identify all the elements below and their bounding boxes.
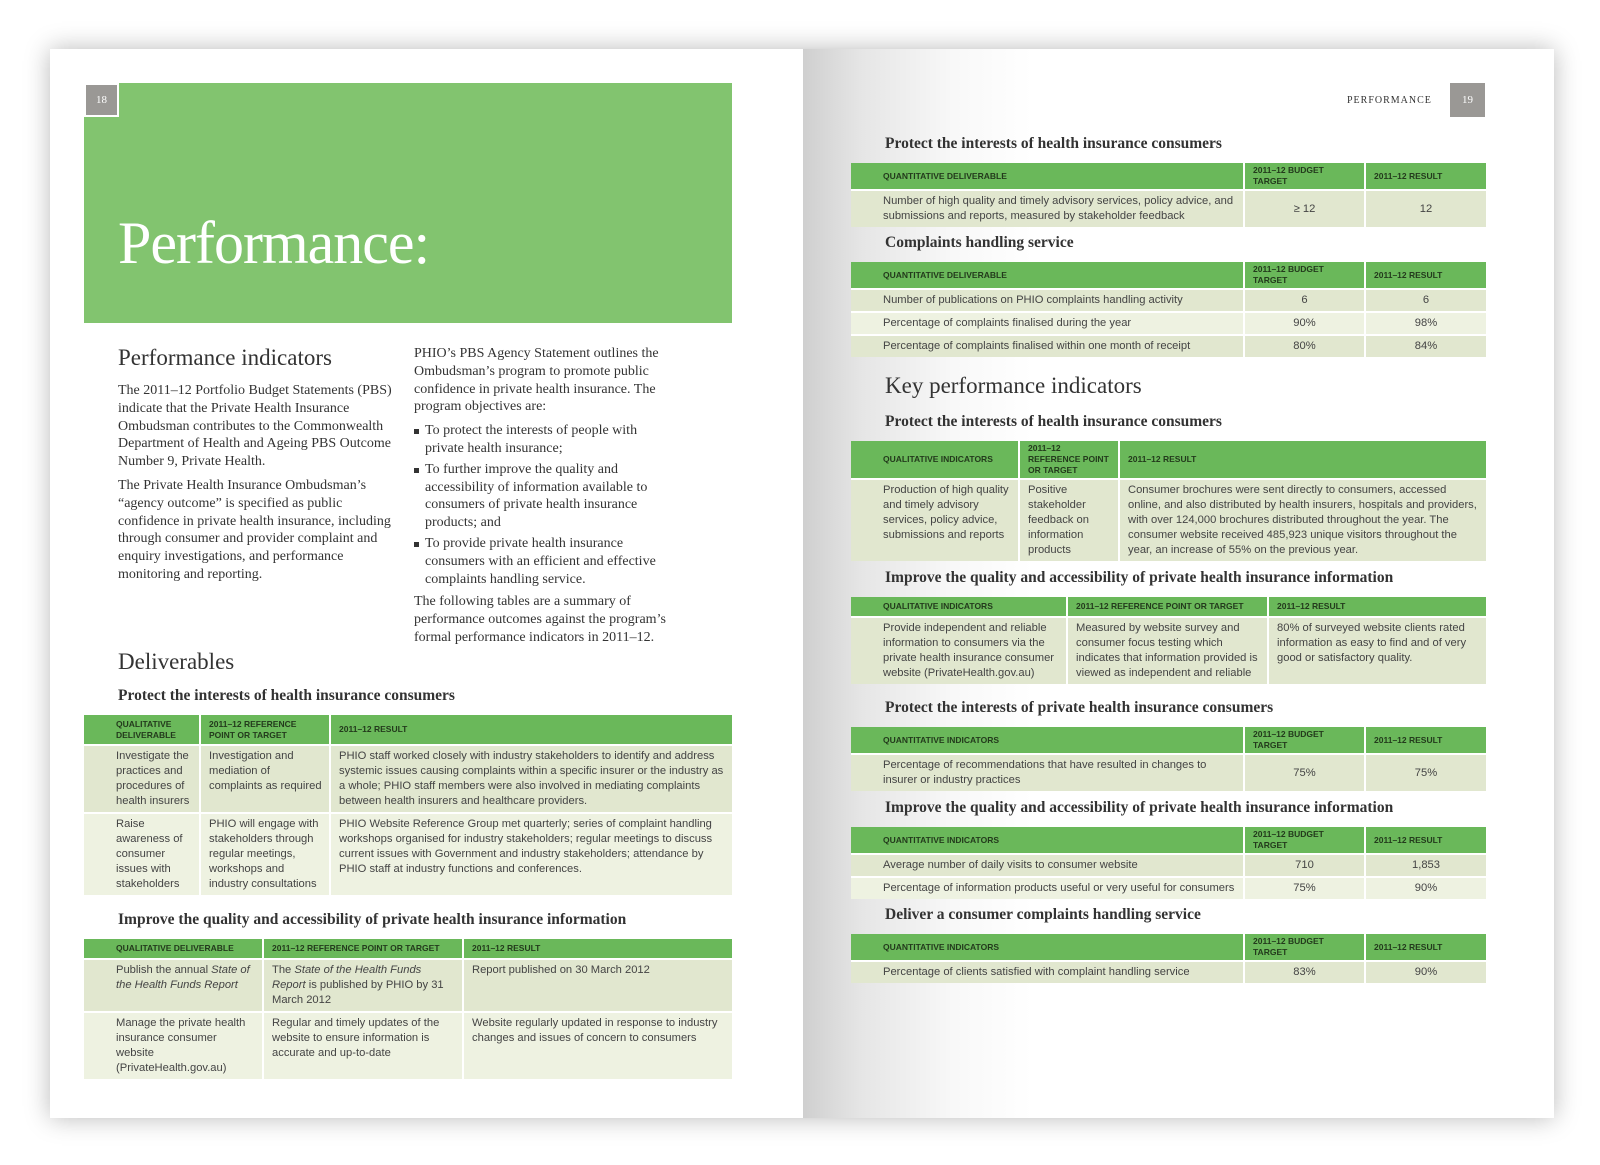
table-row (84, 959, 732, 1012)
paragraph: PHIO’s PBS Agency Statement outlines the Ombudsman’s program to promote public confidence in private health insurance. The program objectives are: (414, 346, 659, 415)
table-title: Improve the quality and accessibility of private health insurance information (885, 799, 1394, 816)
column-header: QUALITATIVE INDICATORS (851, 441, 1019, 479)
column-header: 2011–12 RESULT (1268, 597, 1486, 617)
paragraph: The following tables are a summary of performance outcomes against the program’s formal performance indicators in 2011–12. (414, 594, 666, 645)
column-header: 2011–12 BUDGET TARGET (1244, 727, 1365, 754)
table-title: Deliver a consumer complaints handling service (885, 906, 1201, 923)
column-header: 2011–12 BUDGET TARGET (1244, 934, 1365, 961)
table-row (851, 335, 1486, 357)
table-cell: 90% (1365, 961, 1486, 983)
column-header: 2011–12 BUDGET TARGET (1244, 827, 1365, 854)
table-row (851, 961, 1486, 983)
table-cell: 1,853 (1365, 854, 1486, 877)
right-page (803, 49, 1554, 1118)
table-cell: 75% (1244, 877, 1365, 899)
table-cell: Website regularly updated in response to industry changes and issues of concern to consumers (463, 1012, 732, 1079)
table-row (851, 312, 1486, 335)
table-cell: Number of high quality and timely advisory services, policy advice, and submissions and reports, measured by stakeholder feedback (851, 190, 1244, 227)
table-cell: Provide independent and reliable information to consumers via the private health insurance consumer website (PrivateHealth.gov.au) (851, 617, 1067, 684)
table-cell: Measured by website survey and consumer focus testing which indicates that information provided is viewed as independent and reliable (1067, 617, 1268, 684)
table-row (84, 745, 732, 813)
paragraph: The 2011–12 Portfolio Budget Statements (PBS) indicate that the Private Health Insurance Ombudsman contributes to the Commonwealth Department of Health and Ageing PBS Outcome Number 9, Private Health. (118, 383, 392, 470)
complaints-table (851, 262, 1486, 357)
table-cell: 710 (1244, 854, 1365, 877)
table-cell: Percentage of information products useful or very useful for consumers (851, 877, 1244, 899)
list-item: To protect the interests of people with private health insurance; (414, 422, 679, 458)
table-cell: 98% (1365, 312, 1486, 335)
table-cell: Average number of daily visits to consumer website (851, 854, 1244, 877)
table-row (851, 479, 1486, 561)
column-header: QUANTITATIVE DELIVERABLE (851, 163, 1244, 190)
table-row (851, 289, 1486, 312)
table-cell: 90% (1365, 877, 1486, 899)
table-cell: Raise awareness of consumer issues with stakeholders (84, 813, 200, 895)
list-item: To further improve the quality and accessibility of information available to consumers of private health insurance products; and (414, 461, 679, 532)
table-cell: Investigate the practices and procedures of health insurers (84, 745, 200, 813)
column-header: 2011–12 REFERENCE POINT OR TARGET (200, 715, 330, 745)
table-cell: The State of the Health Funds Report is published by PHIO by 31 March 2012 (263, 959, 463, 1012)
column-header: 2011–12 REFERENCE POINT OR TARGET (1067, 597, 1268, 617)
page-number: 19 (1450, 83, 1485, 117)
paragraph: The Private Health Insurance Ombudsman’s “agency outcome” is specified as public confidence in private health insurance, including through consumer and provider complaint and enquiry investigations, and performance monitoring and reporting. (118, 477, 391, 582)
table-row (851, 190, 1486, 227)
table-cell: Regular and timely updates of the website to ensure information is accurate and up-to-date (263, 1012, 463, 1079)
page-title: Performance: (118, 210, 430, 276)
column-header: 2011–12 RESULT (463, 939, 732, 959)
table-cell: Number of publications on PHIO complaints handling activity (851, 289, 1244, 312)
table-cell: 6 (1244, 289, 1365, 312)
performance-indicators-heading: Performance indicators (118, 345, 332, 370)
table-row (851, 617, 1486, 684)
column-header: QUALITATIVE INDICATORS (851, 597, 1067, 617)
table-cell: Percentage of complaints finalised during the year (851, 312, 1244, 335)
table-row (851, 854, 1486, 877)
column-header: QUANTITATIVE DELIVERABLE (851, 262, 1244, 289)
column-header: QUALITATIVE DELIVERABLE (84, 715, 200, 745)
table-row (84, 813, 732, 895)
table-cell: Report published on 30 March 2012 (463, 959, 732, 1012)
kpi-table-2 (851, 597, 1486, 684)
table-cell: 83% (1244, 961, 1365, 983)
table-cell: Consumer brochures were sent directly to consumers, accessed online, and also distributed by health insurers, hospitals and providers, with over 124,000 brochures distributed throughout the year. The consumer website received 485,923 unique visitors throughout the year, an increase of 55% on the previous year. (1119, 479, 1486, 561)
table-title: Improve the quality and accessibility of private health insurance information (118, 911, 627, 928)
table-cell: ≥ 12 (1244, 190, 1365, 227)
column-header: 2011–12 BUDGET TARGET (1244, 262, 1365, 289)
title-banner (84, 83, 732, 323)
table-cell: Positive stakeholder feedback on information products (1019, 479, 1119, 561)
deliverables-heading: Deliverables (118, 649, 235, 674)
table-title: Protect the interests of health insurance consumers (885, 413, 1222, 430)
column-header: 2011–12 REFERENCE POINT OR TARGET (1019, 441, 1119, 479)
column-header: QUANTITATIVE INDICATORS (851, 727, 1244, 754)
table-cell: Manage the private health insurance consumer website (PrivateHealth.gov.au) (84, 1012, 263, 1079)
table-cell: 12 (1365, 190, 1486, 227)
deliverables-table-2 (84, 939, 732, 1079)
column-header: 2011–12 RESULT (1365, 934, 1486, 961)
table-cell: 80% of surveyed website clients rated information as easy to find and of very good or satisfactory quality. (1268, 617, 1486, 684)
page-number: 18 (84, 83, 119, 117)
kpi-table-3 (851, 727, 1486, 791)
left-page (50, 49, 803, 1118)
table-title: Improve the quality and accessibility of private health insurance information (885, 569, 1394, 586)
objectives-list (414, 422, 679, 588)
kpi-table-1 (851, 441, 1486, 561)
table-cell: Percentage of recommendations that have resulted in changes to insurer or industry practices (851, 754, 1244, 791)
column-header: 2011–12 RESULT (330, 715, 732, 745)
table-cell: PHIO will engage with stakeholders through regular meetings, workshops and industry consultations (200, 813, 330, 895)
table-cell: 6 (1365, 289, 1486, 312)
kpi-table-5 (851, 934, 1486, 983)
column-header: 2011–12 REFERENCE POINT OR TARGET (263, 939, 463, 959)
kpi-table-4 (851, 827, 1486, 899)
table-cell: Percentage of clients satisfied with complaint handling service (851, 961, 1244, 983)
deliverables-table-1 (84, 715, 732, 895)
running-head: PERFORMANCE (1347, 95, 1432, 106)
column-header: 2011–12 RESULT (1365, 827, 1486, 854)
list-item: To provide private health insurance consumers with an efficient and effective complaints handling service. (414, 535, 679, 588)
table-row (84, 1012, 732, 1079)
table-cell: 80% (1244, 335, 1365, 357)
table-cell: Production of high quality and timely advisory services, policy advice, submissions and reports (851, 479, 1019, 561)
table-cell: Investigation and mediation of complaints as required (200, 745, 330, 813)
kpi-heading: Key performance indicators (885, 373, 1142, 398)
table-row (851, 877, 1486, 899)
column-header: QUANTITATIVE INDICATORS (851, 934, 1244, 961)
table-cell: Publish the annual State of the Health Funds Report (84, 959, 263, 1012)
table-title: Protect the interests of health insurance consumers (118, 687, 455, 704)
table-cell: Percentage of complaints finalised within one month of receipt (851, 335, 1244, 357)
table-title: Protect the interests of private health insurance consumers (885, 699, 1274, 716)
table-row (851, 754, 1486, 791)
column-header: 2011–12 RESULT (1365, 163, 1486, 190)
column-header: QUANTITATIVE INDICATORS (851, 827, 1244, 854)
table-title: Protect the interests of health insurance consumers (885, 135, 1222, 152)
table-cell: 75% (1365, 754, 1486, 791)
table-cell: 90% (1244, 312, 1365, 335)
column-header: 2011–12 BUDGET TARGET (1244, 163, 1365, 190)
book-spread (50, 49, 1554, 1118)
column-header: 2011–12 RESULT (1365, 727, 1486, 754)
table-cell: 75% (1244, 754, 1365, 791)
table-cell: 84% (1365, 335, 1486, 357)
table-title: Complaints handling service (885, 234, 1074, 251)
column-header: QUALITATIVE DELIVERABLE (84, 939, 263, 959)
table-cell: PHIO staff worked closely with industry stakeholders to identify and address systemic issues causing complaints within a specific insurer or the industry as a whole; PHIO staff members were also involved in mediating complaints between health insurers and healthcare providers. (330, 745, 732, 813)
table-cell: PHIO Website Reference Group met quarterly; series of complaint handling workshops organised for industry stakeholders; regular meetings to discuss current issues with Government and industry stakeholders; attendance by PHIO staff at industry functions and conferences. (330, 813, 732, 895)
column-header: 2011–12 RESULT (1365, 262, 1486, 289)
text-column-right (414, 345, 679, 653)
quantitative-table-1 (851, 163, 1486, 227)
text-column-left (118, 382, 393, 590)
column-header: 2011–12 RESULT (1119, 441, 1486, 479)
